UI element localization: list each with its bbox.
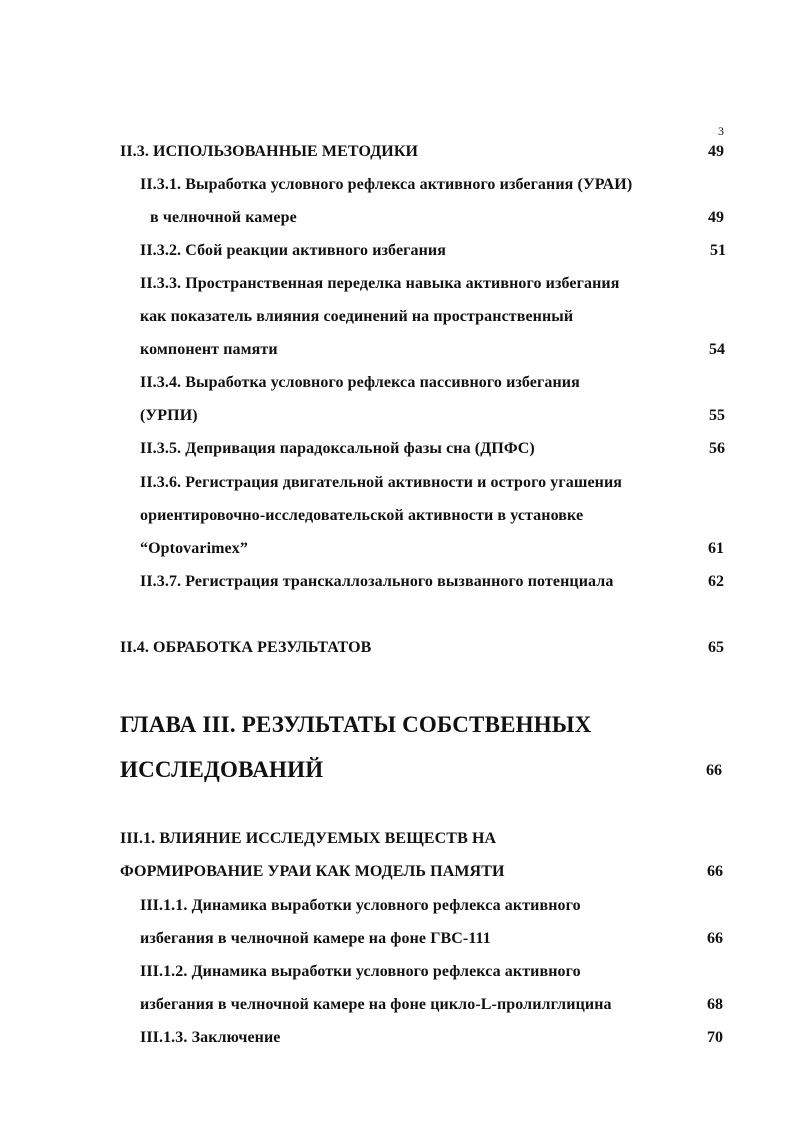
- toc-entry-ii32-title: II.3.2. Сбой реакции активного избегания: [140, 242, 447, 259]
- toc-chapter-iii-line1: ГЛАВА III. РЕЗУЛЬТАТЫ СОБСТВЕННЫХ: [120, 712, 592, 737]
- toc-entry-iii12-page: 68: [707, 996, 723, 1013]
- toc-entry-ii33-line1: II.3.3. Пространственная переделка навыка активного избегания: [140, 275, 620, 292]
- toc-entry-iii13-page: 70: [707, 1029, 723, 1046]
- toc-entry-ii31-line1: II.3.1. Выработка условного рефлекса активного избегания (УРАИ): [140, 176, 633, 193]
- toc-entry-ii35-page: 56: [709, 440, 725, 457]
- toc-entry-ii33-line3: компонент памяти: [140, 341, 278, 358]
- toc-entry-ii34-page: 55: [709, 407, 725, 424]
- toc-entry-ii36-line2: ориентировочно-исследовательской активности в установке: [140, 507, 584, 524]
- page-number: 3: [718, 124, 724, 138]
- toc-entry-iii11-page: 66: [707, 930, 723, 947]
- toc-entry-ii37-title: II.3.7. Регистрация транскаллозального вызванного потенциала: [140, 573, 614, 590]
- toc-entry-iii13-title: III.1.3. Заключение: [140, 1029, 281, 1046]
- toc-entry-ii36-page: 61: [708, 540, 724, 557]
- toc-entry-iii1-page: 66: [707, 863, 723, 880]
- toc-entry-ii32-page: 51: [710, 242, 726, 259]
- toc-entry-ii34-line2: (УРПИ): [140, 407, 198, 424]
- toc-entry-iii12-line1: III.1.2. Динамика выработки условного рефлекса активного: [140, 963, 581, 980]
- toc-entry-ii34-line1: II.3.4. Выработка условного рефлекса пассивного избегания: [140, 374, 580, 391]
- toc-entry-iii1-line1: III.1. ВЛИЯНИЕ ИССЛЕДУЕМЫХ ВЕЩЕСТВ НА: [120, 830, 497, 847]
- toc-entry-ii35-title: II.3.5. Депривация парадоксальной фазы сна (ДПФС): [140, 440, 535, 457]
- toc-entry-iii11-line1: III.1.1. Динамика выработки условного рефлекса активного: [140, 897, 581, 914]
- toc-entry-ii4-title: II.4. ОБРАБОТКА РЕЗУЛЬТАТОВ: [120, 639, 372, 656]
- toc-entry-ii3-title: II.3. ИСПОЛЬЗОВАННЫЕ МЕТОДИКИ: [120, 143, 419, 160]
- toc-entry-ii3-page: 49: [708, 143, 724, 160]
- toc-entry-ii31-page: 49: [708, 209, 724, 226]
- toc-entry-iii12-line2: избегания в челночной камере на фоне цикло-L-пролилглицина: [140, 996, 612, 1013]
- toc-entry-ii37-page: 62: [708, 573, 724, 590]
- toc-entry-ii31-line2: в челночной камере: [150, 209, 297, 226]
- toc-entry-ii33-line2: как показатель влияния соединений на пространственный: [140, 308, 574, 325]
- toc-entry-iii11-line2: избегания в челночной камере на фоне ГВС-111: [140, 930, 491, 947]
- toc-entry-ii36-line3: “Optovarimex”: [140, 540, 248, 557]
- toc-entry-iii1-line2: ФОРМИРОВАНИЕ УРАИ КАК МОДЕЛЬ ПАМЯТИ: [120, 863, 505, 880]
- toc-chapter-iii-page: 66: [706, 762, 722, 779]
- toc-entry-ii33-page: 54: [709, 341, 725, 358]
- toc-entry-ii4-page: 65: [708, 639, 724, 656]
- toc-chapter-iii-line2: ИССЛЕДОВАНИЙ: [120, 757, 324, 782]
- toc-entry-ii36-line1: II.3.6. Регистрация двигательной активности и острого угашения: [140, 474, 623, 491]
